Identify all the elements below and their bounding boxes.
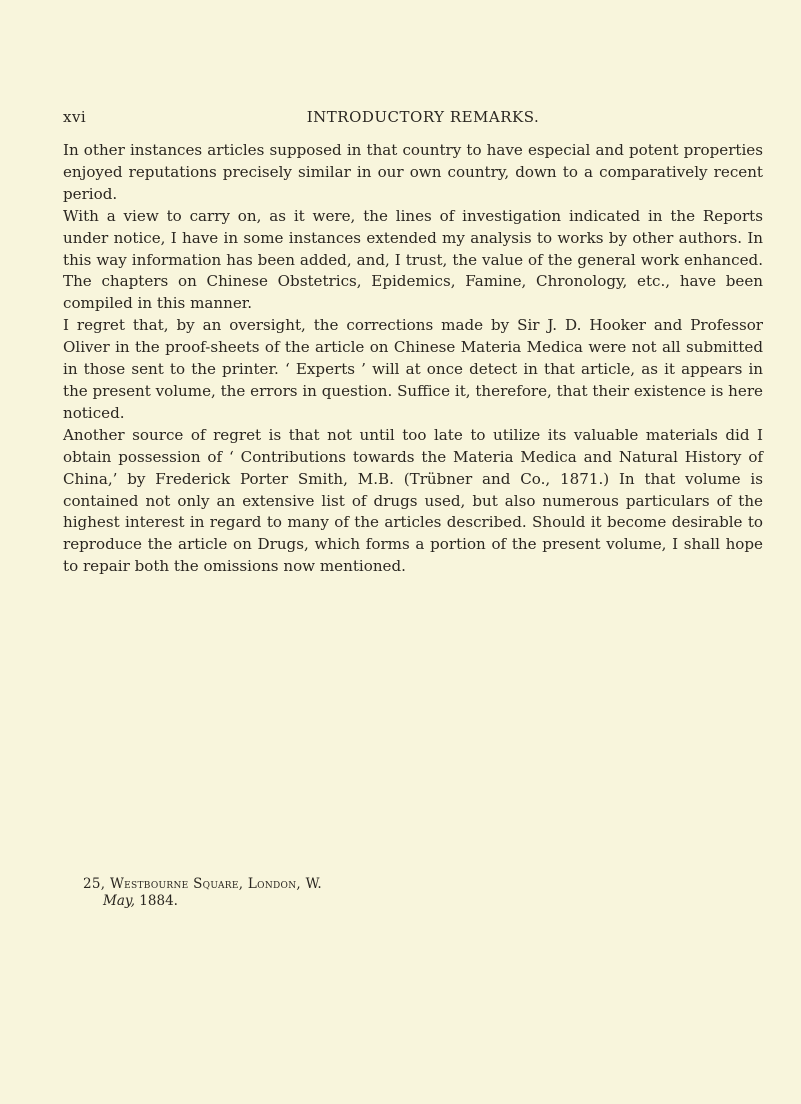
signoff-address: 25, Westbourne Square, London, W. xyxy=(83,876,322,892)
signoff-date xyxy=(83,893,322,910)
paragraph: In other instances articles supposed in that country to have especial and potent properties enjoyed reputations precisely similar in our own country, down to a comparatively recent period. xyxy=(63,141,763,203)
paragraph: Another source of regret is that not until too late to utilize its valuable materials did I obtain possession of ‘ Contributions towards the Materia Medica and Natural History of China,’ by Frederick Porter Smith, M.B. (Trübner and Co., 1871.) In that volume is contained not only an extensive list of drugs used, but also numerous particulars of the highest interest in regard to many of the articles described. Should it become desirable to reproduce the article on Drugs, which forms a portion of the present volume, I shall hope to repair both the omissions now mentioned. xyxy=(63,425,763,576)
signoff xyxy=(83,876,322,910)
page-number: xvi xyxy=(63,108,87,126)
paragraph: I regret that, by an oversight, the corrections made by Sir J. D. Hooker and Professor Oliver in the proof-sheets of the article on Chinese Materia Medica were not all submitted in those sent to the printer. ‘ Experts ’ will at once detect in that article, as it appears in the present volume, the errors in question. Suffice it, therefore, that their existence is here noticed. xyxy=(63,316,763,422)
signoff-year: 1884. xyxy=(139,893,178,909)
body-text xyxy=(63,140,763,578)
running-head xyxy=(63,108,763,130)
paragraph: With a view to carry on, as it were, the lines of investigation indicated in the Reports under notice, I have in some instances extended my analysis to works by other authors. In this way information has been added, and, I trust, the value of the general work enhanced. The chapters on Chinese Obstetrics, Epidemics, Famine, Chronology, etc., have been compiled in this manner. xyxy=(63,206,763,313)
signoff-month: May, xyxy=(103,893,135,909)
page-title: INTRODUCTORY REMARKS. xyxy=(306,108,540,126)
